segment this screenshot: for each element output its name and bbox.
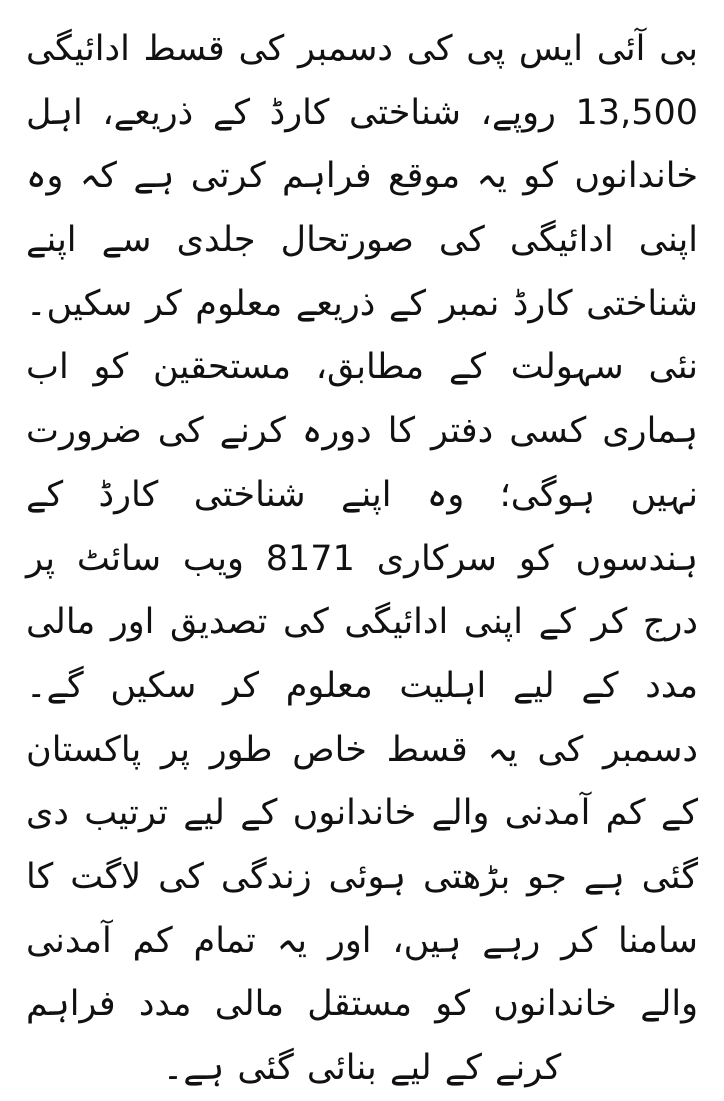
article-body <box>26 18 698 1101</box>
article-paragraph: بی آئی ایس پی کی دسمبر کی قسط ادائیگی 13,500 روپے، شناختی کارڈ کے ذریعے، اہل خاندانوں کو یہ موقع فراہم کرتی ہے کہ وہ اپنی ادائیگی کی صورتحال جلدی سے اپنے شناختی کارڈ نمبر کے ذریعے معلوم کر سکیں۔ نئی سہولت کے مطابق، مستحقین کو اب ہماری کسی دفتر کا دورہ کرنے کی ضرورت نہیں ہوگی؛ وہ اپنے شناختی کارڈ کے ہندسوں کو سرکاری 8171 ویب سائٹ پر درج کر کے اپنی ادائیگی کی تصدیق اور مالی مدد کے لیے اہلیت معلوم کر سکیں گے۔ دسمبر کی یہ قسط خاص طور پر پاکستان کے کم آمدنی والے خاندانوں کے لیے ترتیب دی گئی ہے جو بڑھتی ہوئی زندگی کی لاگت کا سامنا کر رہے ہیں، اور یہ تمام کم آمدنی والے خاندانوں کو مستقل مالی مدد فراہم کرنے کے لیے بنائی گئی ہے۔ <box>26 29 698 1088</box>
